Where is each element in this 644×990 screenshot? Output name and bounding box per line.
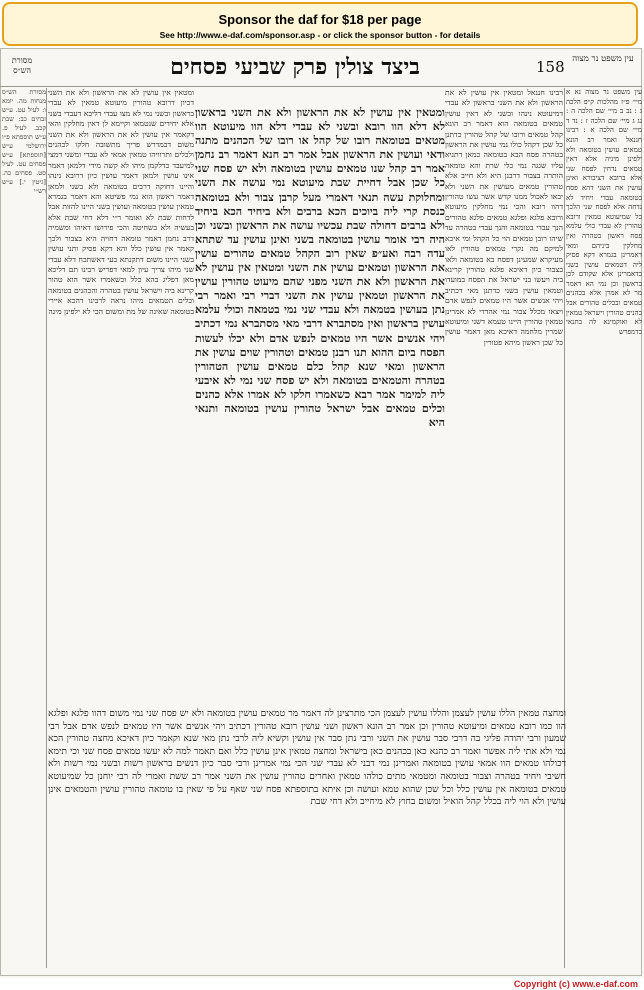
rashi-column: רבינו חננאל ומטאין אין עושין לא את הראשון ולא את השני בראשון לא עבדי דמיעוטא נינהו ובשני לא דאין עושין טמאים בטומאה הוא דאמר רב הונא קהל טמאים ורובו של קהל טהורין כדתנן כל שכן דקהל כולו נמי עושין את הראשון בטהרה פסח הבא בטומאה כמאן דתניא עליו שגגה נמי כלי שרת והא טומאה הותרה בצבור דרבנן היא ולא חייב אלא טהורין טמאים מעושין את השני ולא יבאו לאכול ממנו קדש אשר עשו טהורין דהוו רובא והכי נמי מחלקין מיעוטא ורובא פלגא ופלגא טמאים פלגא טהורים הנך עבדי בטומאה והנך עבדי בטהרה עד שיהו רובן טמאים הוי כל הקהל ומי איכא למיקם מה נקרי טמאים טהורין לאו מעיקרא שמעינן דפסח בא בטומאה ולאו בצבור כיון דאיכא פלגא טהורין קרינא ביה ויעשו בני ישראל את הפסח במועדו וטמאין עושין בשני כדתנן מאי דכתיב ויהי אנשים אשר היו טמאים לנפש אדם ויצאו מכלל צבור נמי אהדדי לא אמרינן טמאין טהורין היינו טעמא דשני ומיעוטא שמרין מלחמה דאיכא מאן דאמר עושין כל שכן ראשון מיהא פטורין [445,88,563,347]
page-number: 158 [536,58,565,76]
page-header [0,52,644,86]
copyright-notice[interactable]: Copyright (c) www.e-daf.com [513,979,638,989]
sponsor-banner[interactable] [2,2,638,46]
tosafot-column: ומטאין אין עושין לא את הראשון ולא את השני דכיון דרובא טהורין מיעוטא טמאין לא עבדי בראשון ובשני נמי לא מצו עבדי דליכא דעבדי בשני אלא יחידים שנטמאו וקיימא לן דאין מחלקין והאי דקאמר אין עושין לא את הראשון ולא את השני משום דבמדרש פריך מתשובה חלקו לכהנים ולכלים ותרוויהו טמאין אמאי לא עבדי ומשני דמצי למיעבד כדלקמן מיהו לא קשה מידי דלמאן דאמר אינו עושין ולמאן דאמר עושין כיון דרובא נינהו והיינו דחוקה דרבים בטומאה ולא בשני ולמאן דאמר ראשון הוא נמי פשיטא והא דאמר בגמרא טמאין עושין בטומאה ועושין בשני היינו להזות אבל לדחות שבת לא ואומר ר״י דלא דחי שבת אלא בעשיה ולא בשחיטה והכי פירושו דאיהו ומשמיה דרב נחמן דאמר טומאה דחויה היא בצבור ולכך קאמר אין עושין כלל והא דקא פסיק ותני עושין בשני היינו משום דתקנתא בעי דאשתכח דלא עבדי שני מיהו צריך עיון למאי דפריש רבינו תם דליכא מאן דפליג בהא כלל וכשאמרו אשר הוא טהור קרינא ביה וישראל עושין בטהרה והכהנים בטומאה וכלים הטמאים מיהו נראה לרבינו דהכא איירי בטומאה שאינה של מת ומשום הכי לא ילפינן מינה [48,88,194,316]
masoret-hashas-heading: מסורת הש״ס [11,56,33,75]
masoret-hashas-column: מסורת הש״ס מנחות מה. יומא ו: לעיל עט. ע״ש זבחים כב: שבת קכב. לעיל פ. ע״ש תוספתא פ״ו ירושלמי ע״ש [תוספתא] ע״ש פסחים עט. לעיל סט. פסחים כה. [גיטין י.] ע״ש רש״י [2,88,46,195]
ein-mishpat-heading: עין משפט נר מצוה [572,54,634,64]
gemara-main-text: ומטאין אין עושין לא את הראשון ולא את השני בראשון לא דלא הוו רובא ובשני לא עבדי דלא הוו מיעוטא הוו מטאים בטומאה רובו של קהל או רובו של הכהנים מתנה ודאי ועושין את הראשון אבל אמר רב חנא דאמר רב נחמן אמר רב קהל שנו טמאים עושין בטומאה ולא יש פסח שני כל שכן אבל דחיית שבת מיעוטא נמי עושה את השני ומחלוקת עשה תנאי דאמרי מעל קרבן צבור ולא בטומאה כנסת קרי ליה ביוכים הכא ברבים ולא ביחיד הכא ביחיד ולא ברבים דחולה שבת עכשיו עושה את הראשון ובשני וכן היה רבי אומר עושין בטומאה בשני ואינן עושין עד שתהא עדה רבה ואע״פ שאין רוב הקהל טמאים טהורים עושין את הראשון וטמאים עושין את השני ומטאין אין עושין לא את הראשון ולא את השני מפני שהם מיעוט טהורין עושין את הראשון וטמאין עושין את השני דברי רבי ואמר רבי נתן בעושין בטמאה ולא עבדי שני נמי בטמאה וכולי עלמא עושין בראשון ואין מסתברא דרבי מאי מסתברא נמי דכתיב ויהי אנשים אשר היו טמאים לנפש אדם ולא יכלו לעשות הפסח ביום ההוא תנו רבנן טמאים וטהורין שוים עושין את הראשון ומאי שנא קהל כלם טמאים עושין הטהורין בטהרה והטמאים בטומאה ולא יש פסח שני נמי לא איבעי ליה למימר אמר רבא כשאמרו חלקו לא אמרו אלא כהנים וכלים טמאים אבל ישראל טהורין עושין בטומאה ותנאי היא [195,106,445,430]
sponsor-subtitle[interactable]: See http://www.e-daf.com/sponsor.asp - or click the sponsor button - for details [159,30,481,40]
sponsor-title[interactable]: Sponsor the daf for $18 per page [218,12,422,27]
bottom-text-block: ומחצה טמאין הללו עושין לעצמן והללו עושין לעצמן הכי מתרצינן לה דאמר מר טמאים עושין בטומאה ולא יש פסח שני נמי משום דהוו פלגא ופלגא הוו כמו רובא טמאים ומיעוטא טהורין וכן אמר רב הונא ראשון ושני עושין רובא טהורין דכתיב ויהי אנשים אשר היו טמאים לנפש אדם אבל רבי שמעון ורבי יהודה פליגי בה דרבי סבר עושין את השני ורבי נתן סבר אין עושין וקשיא ליה לרבי נתן מאי שנא וקאמר כיון דאיכא מחצה טהורין הכא נמי ולא אתי ליה אפשר ואמר רב כהנא כאן בכהנים כאן בישראל ומחצה טמאין אינן עושין כלל ואם תאמר למה לא יעשו טמאים פסח שני וכי תימא דכולהו טמאים הוו אמאי עושין בטומאה ואמרינן נמי דבני לא עבדי שני הכי נמי אמרינן ורבי סבר כיון דנשים בראשון רשות ובשני נמי רשות ולא חשיבי ויחיד בטהרה וצבור בטומאה ומטמאי מתים כולהו טמאין ואחרים טהורין עושין את השני אמר רב ששת ואמרי לה רבי יוחנן כל שמיעוטא טמאים בטומאה אין עושין כלל וכל שכן שהוא טמא ועושה וכן איתא בתוספתא פסח שני שאף על פי שאין בו טומאה טהורין עושין והטמאים אינן עושין ולא הוי ליה בכלל קהל הואיל ומשום בחוץ לא מיחייב ולא דחי שבת [48,708,566,808]
page-title: ביצד צולין פרק שביעי פסחים [170,54,420,80]
outer-left-divider [46,88,47,968]
header-divider [0,86,642,87]
talmud-page [0,48,644,978]
ein-mishpat-column: עין משפט נר מצוה נא א מיי׳ פ״ז מהלכות ק״פ הלכה ג : נב ב מיי׳ שם הלכה ה : נג ג מיי׳ שם הלכה ז : נד ד מיי׳ שם הלכה א : רבינו חננאל ואמר רב הונא טמאים עושין בטומאה ולא ילפינן מיניה אלא דאין טמאים נדחין לפסח שני אלא ברובא דציבורא ואינן עושין את השני דהא פסח בטומאה עבדי ויחיד לא נדחה אלא לפסח שני הלכך כל שמיעוטא טמאין ורובא טהורין לא עבדי כולי עלמא פסח ראשון בטהרה ואין מחלקין ביניהם ומאי דאמרינן בגמרא דקא פסיק ליה דטמאים עושין בשני כדאמרינן אלא שקודם לכן בראשון וכן נמי הא דאמר מר לא אמרן אלא בכהנים טמאים ובכלים טהורים אבל כהנים טהורין וישראל טמאין לא ואוקמינא לה בתנאי כדמפרש [566,88,642,336]
